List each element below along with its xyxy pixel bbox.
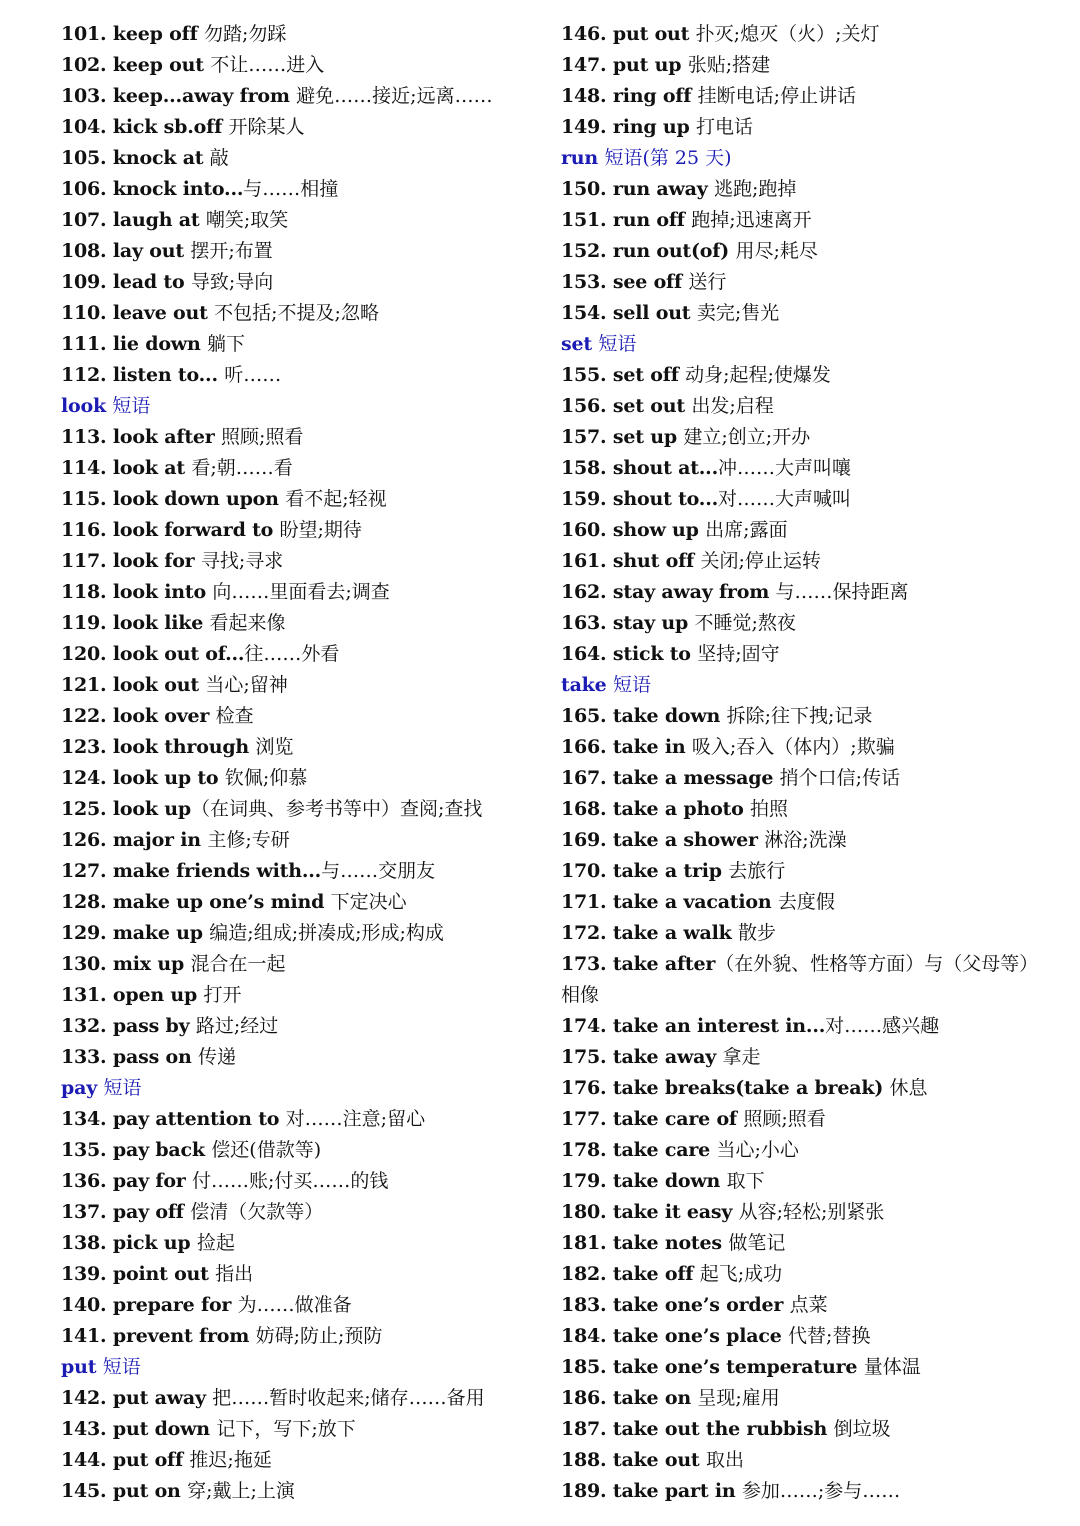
- phrase-chinese: 淋浴;洗澡: [764, 829, 847, 851]
- phrase-english: 186. take on: [561, 1387, 698, 1409]
- phrase-entry: [561, 484, 1066, 515]
- phrase-entry: [61, 546, 541, 577]
- phrase-entry: [561, 1166, 1066, 1197]
- phrase-chinese: 取下: [726, 1170, 765, 1192]
- phrase-chinese: 浏览: [255, 736, 294, 758]
- phrase-entry: [561, 639, 1066, 670]
- phrase-chinese: 照顾;照看: [221, 426, 304, 448]
- phrase-entry: [61, 1197, 541, 1228]
- phrase-chinese: 看;朝……看: [191, 457, 293, 479]
- section-heading-label: 短语: [598, 333, 637, 355]
- phrase-entry: [61, 1414, 541, 1445]
- phrase-chinese: 导致;导向: [190, 271, 274, 293]
- phrase-chinese: 照顾;照看: [743, 1108, 826, 1130]
- phrase-chinese: 出席;露面: [705, 519, 788, 541]
- phrase-entry: [561, 1352, 1066, 1383]
- phrase-english: 168. take a photo: [561, 798, 751, 820]
- phrase-entry: [561, 19, 1066, 50]
- phrase-chinese: 打电话: [695, 116, 753, 138]
- section-heading: [61, 1352, 541, 1383]
- phrase-english: 138. pick up: [61, 1232, 197, 1254]
- phrase-entry: [61, 887, 541, 918]
- phrase-entry: [561, 949, 1066, 980]
- phrase-chinese: 对……感兴趣: [825, 1015, 940, 1037]
- section-heading-label: 短语: [112, 395, 151, 417]
- phrase-entry: [561, 205, 1066, 236]
- phrase-chinese: 躺下: [206, 333, 245, 355]
- phrase-entry: [61, 267, 541, 298]
- phrase-english: 145. put on: [61, 1480, 188, 1502]
- phrase-english: 188. take out: [561, 1449, 706, 1471]
- phrase-english: 171. take a vacation: [561, 891, 778, 913]
- phrase-english: 122. look over: [61, 705, 216, 727]
- phrase-entry: [561, 577, 1066, 608]
- phrase-english: 163. stay up: [561, 612, 695, 634]
- phrase-english: 123. look through: [61, 736, 256, 758]
- phrase-entry: [61, 50, 541, 81]
- phrase-chinese: 参加……;参与……: [741, 1480, 901, 1502]
- phrase-english: 185. take one’s temperature: [561, 1356, 864, 1378]
- phrase-chinese: 妨碍;防止;预防: [255, 1325, 383, 1347]
- phrase-chinese: 冲……大声叫嚷: [718, 457, 852, 479]
- phrase-entry: [561, 298, 1066, 329]
- phrase-english: 117. look for: [61, 550, 201, 572]
- phrase-entry: [61, 1042, 541, 1073]
- phrase-entry: [61, 205, 541, 236]
- phrase-english: 149. ring up: [561, 116, 696, 138]
- phrase-english: 113. look after: [61, 426, 222, 448]
- phrase-english: 131. open up: [61, 984, 204, 1006]
- phrase-english: 166. take in: [561, 736, 692, 758]
- phrase-english: 137. pay off: [61, 1201, 191, 1223]
- phrase-entry: [61, 577, 541, 608]
- phrase-entry: [61, 1104, 541, 1135]
- section-heading: [561, 143, 1066, 174]
- phrase-entry: [561, 763, 1066, 794]
- phrase-chinese: 从容;轻松;别紧张: [738, 1201, 885, 1223]
- phrase-chinese: 看起来像: [209, 612, 286, 634]
- phrase-english: 180. take it easy: [561, 1201, 739, 1223]
- phrase-english: 107. laugh at: [61, 209, 206, 231]
- phrase-english: 135. pay back: [61, 1139, 212, 1161]
- phrase-chinese: 拆除;往下拽;记录: [726, 705, 873, 727]
- phrase-entry: [61, 825, 541, 856]
- phrase-entry: [61, 639, 541, 670]
- phrase-entry: [561, 1042, 1066, 1073]
- phrase-english: 108. lay out: [61, 240, 191, 262]
- phrase-entry: [561, 1476, 1066, 1507]
- phrase-chinese: 路过;经过: [195, 1015, 279, 1037]
- phrase-english: 114. look at: [61, 457, 192, 479]
- phrase-entry: [61, 329, 541, 360]
- phrase-entry: [561, 794, 1066, 825]
- phrase-entry: [61, 236, 541, 267]
- phrase-chinese: 与……相撞: [243, 178, 339, 200]
- phrase-chinese: 相像: [561, 984, 600, 1006]
- section-heading-word: look: [61, 395, 113, 417]
- section-heading-word: set: [561, 333, 599, 355]
- phrase-english: 132. pass by: [61, 1015, 196, 1037]
- phrase-english: 109. lead to: [61, 271, 191, 293]
- phrase-entry: [61, 856, 541, 887]
- phrase-chinese: （在外貌、性格等方面）与（父母等）: [715, 953, 1039, 975]
- phrase-chinese: 编造;组成;拼凑成;形成;构成: [209, 922, 444, 944]
- phrase-entry: [61, 143, 541, 174]
- phrase-english: 101. keep off: [61, 23, 204, 45]
- phrase-entry: [561, 112, 1066, 143]
- phrase-entry: [561, 918, 1066, 949]
- phrase-english: 104. kick sb.off: [61, 116, 229, 138]
- phrase-entry: [61, 298, 541, 329]
- section-heading-word: put: [61, 1356, 103, 1378]
- phrase-chinese: 坚持;固守: [697, 643, 780, 665]
- phrase-english: 126. major in: [61, 829, 208, 851]
- phrase-entry: [561, 422, 1066, 453]
- phrase-entry: [61, 794, 541, 825]
- phrase-english: 143. put down: [61, 1418, 217, 1440]
- phrase-chinese: 往……外看: [244, 643, 340, 665]
- phrase-english: 127. make friends with...: [61, 860, 322, 882]
- phrase-english: 181. take notes: [561, 1232, 729, 1254]
- phrase-english: 169. take a shower: [561, 829, 765, 851]
- phrase-entry: [561, 1197, 1066, 1228]
- phrase-entry: [61, 1321, 541, 1352]
- phrase-english: 119. look like: [61, 612, 210, 634]
- phrase-entry: [561, 732, 1066, 763]
- phrase-english: 157. set up: [561, 426, 684, 448]
- phrase-chinese: 看不起;轻视: [285, 488, 387, 510]
- phrase-chinese: 敲: [209, 147, 229, 169]
- phrase-entry: [61, 670, 541, 701]
- phrase-english: 125. look up: [61, 798, 191, 820]
- phrase-chinese: 跑掉;迅速离开: [691, 209, 812, 231]
- phrase-english: 141. prevent from: [61, 1325, 256, 1347]
- phrase-entry: [61, 1228, 541, 1259]
- phrase-english: 110. leave out: [61, 302, 215, 324]
- phrase-english: 187. take out the rubbish: [561, 1418, 834, 1440]
- phrase-english: 134. pay attention to: [61, 1108, 286, 1130]
- phrase-chinese: 付……账;付买……的钱: [192, 1170, 389, 1192]
- phrase-entry: [561, 1259, 1066, 1290]
- phrase-entry: [61, 360, 541, 391]
- phrase-chinese: 不让……进入: [210, 54, 325, 76]
- phrase-english: 184. take one’s place: [561, 1325, 789, 1347]
- phrase-english: 178. take care: [561, 1139, 717, 1161]
- phrase-chinese: 挂断电话;停止讲话: [697, 85, 857, 107]
- phrase-english: 161. shut off: [561, 550, 701, 572]
- section-heading-label: 短语: [102, 1356, 141, 1378]
- phrase-english: 105. knock at: [61, 147, 210, 169]
- phrase-chinese: 开除某人: [228, 116, 305, 138]
- phrase-entry: [561, 1104, 1066, 1135]
- phrase-english: 120. look out of...: [61, 643, 245, 665]
- section-heading-label: 短语(第 25 天): [604, 147, 732, 169]
- phrase-chinese: 量体温: [863, 1356, 921, 1378]
- phrase-entry: [61, 1259, 541, 1290]
- phrase-chinese: 点菜: [789, 1294, 828, 1316]
- phrase-entry: [561, 360, 1066, 391]
- phrase-chinese: 指出: [215, 1263, 254, 1285]
- phrase-chinese: 不包括;不提及;忽略: [214, 302, 379, 324]
- phrase-chinese: 当心;小心: [716, 1139, 799, 1161]
- phrase-chinese: 主修;专研: [207, 829, 290, 851]
- phrase-entry: [561, 1445, 1066, 1476]
- phrase-entry: [61, 949, 541, 980]
- phrase-chinese: 避免……接近;远离……: [296, 85, 493, 107]
- phrase-english: 144. put off: [61, 1449, 190, 1471]
- phrase-chinese: 吸入;吞入（体内）;欺骗: [691, 736, 895, 758]
- phrase-chinese: 张贴;搭建: [687, 54, 771, 76]
- phrase-english: 170. take a trip: [561, 860, 729, 882]
- phrase-chinese: 下定决心: [330, 891, 407, 913]
- phrase-entry: [61, 81, 541, 112]
- phrase-english: 151. run off: [561, 209, 692, 231]
- phrase-english: 106. knock into...: [61, 178, 244, 200]
- phrase-english: 121. look out: [61, 674, 206, 696]
- phrase-english: 118. look into: [61, 581, 213, 603]
- phrase-english: 173. take after: [561, 953, 716, 975]
- phrase-chinese: 去度假: [777, 891, 835, 913]
- phrase-english: 179. take down: [561, 1170, 727, 1192]
- phrase-chinese: 休息: [889, 1077, 928, 1099]
- phrase-entry: [61, 1476, 541, 1507]
- phrase-entry: [561, 887, 1066, 918]
- section-heading-label: 短语: [103, 1077, 142, 1099]
- phrase-entry: [561, 1290, 1066, 1321]
- phrase-english: 183. take one’s order: [561, 1294, 790, 1316]
- phrase-english: 182. take off: [561, 1263, 700, 1285]
- phrase-chinese: 传递: [198, 1046, 237, 1068]
- phrase-chinese: 打开: [203, 984, 242, 1006]
- phrase-chinese: 卖完;售光: [696, 302, 780, 324]
- phrase-chinese: 捡起: [196, 1232, 235, 1254]
- phrase-entry: [561, 50, 1066, 81]
- phrase-english: 162. stay away from: [561, 581, 776, 603]
- phrase-english: 115. look down upon: [61, 488, 286, 510]
- phrase-chinese: 扑灭;熄灭（火）;关灯: [695, 23, 880, 45]
- phrase-chinese: 嘲笑;取笑: [205, 209, 289, 231]
- section-heading-word: pay: [61, 1077, 104, 1099]
- phrase-chinese: 偿清（欠款等）: [190, 1201, 324, 1223]
- phrase-english: 146. put out: [561, 23, 696, 45]
- phrase-chinese: 寻找;寻求: [200, 550, 284, 572]
- phrase-english: 150. run away: [561, 178, 714, 200]
- phrase-chinese: 勿踏;勿踩: [203, 23, 287, 45]
- section-heading: [61, 1073, 541, 1104]
- phrase-entry: [61, 608, 541, 639]
- phrase-chinese: 检查: [215, 705, 254, 727]
- phrase-entry: [561, 1383, 1066, 1414]
- phrase-chinese: 摆开;布置: [190, 240, 273, 262]
- phrase-chinese: 与……保持距离: [775, 581, 909, 603]
- phrase-entry: [561, 546, 1066, 577]
- phrase-chinese: 做笔记: [728, 1232, 786, 1254]
- phrase-entry: [561, 267, 1066, 298]
- phrase-entry: [561, 701, 1066, 732]
- phrase-english: 154. sell out: [561, 302, 697, 324]
- phrase-entry: [61, 1135, 541, 1166]
- phrase-entry: [561, 174, 1066, 205]
- phrase-chinese: 记下，写下;放下: [216, 1418, 356, 1440]
- phrase-english: 103. keep...away from: [61, 85, 297, 107]
- phrase-english: 156. set out: [561, 395, 692, 417]
- phrase-entry: [561, 1228, 1066, 1259]
- phrase-entry: [61, 1011, 541, 1042]
- phrase-english: 116. look forward to: [61, 519, 280, 541]
- phrase-english: 140. prepare for: [61, 1294, 238, 1316]
- phrase-entry: [561, 608, 1066, 639]
- section-heading-word: run: [561, 147, 605, 169]
- phrase-entry: [561, 856, 1066, 887]
- section-heading: [561, 670, 1066, 701]
- phrase-chinese: 盼望;期待: [279, 519, 362, 541]
- phrase-english: 175. take away: [561, 1046, 723, 1068]
- phrase-chinese: 送行: [688, 271, 727, 293]
- phrase-english: 165. take down: [561, 705, 727, 727]
- phrase-chinese: 起飞;成功: [699, 1263, 783, 1285]
- phrase-chinese: 混合在一起: [190, 953, 286, 975]
- phrase-entry: [561, 515, 1066, 546]
- phrase-entry: [561, 1011, 1066, 1042]
- phrase-english: 159. shout to...: [561, 488, 719, 510]
- phrase-english: 155. set off: [561, 364, 686, 386]
- phrase-chinese: 捎个口信;传话: [779, 767, 901, 789]
- phrase-chinese: 散步: [738, 922, 777, 944]
- phrase-english: 136. pay for: [61, 1170, 193, 1192]
- phrase-entry: [561, 81, 1066, 112]
- phrase-entry: [61, 918, 541, 949]
- phrase-english: 153. see off: [561, 271, 689, 293]
- phrase-entry: [61, 422, 541, 453]
- section-heading: [561, 329, 1066, 360]
- phrase-english: 148. ring off: [561, 85, 698, 107]
- phrase-entry: [61, 1445, 541, 1476]
- phrase-entry: [561, 1321, 1066, 1352]
- phrase-chinese: 穿;戴上;上演: [187, 1480, 295, 1502]
- section-heading-label: 短语: [612, 674, 651, 696]
- phrase-chinese: 建立;创立;开办: [683, 426, 811, 448]
- phrase-chinese: 为……做准备: [237, 1294, 352, 1316]
- phrase-chinese: 钦佩;仰慕: [224, 767, 308, 789]
- phrase-english: 111. lie down: [61, 333, 207, 355]
- right-column: [561, 19, 1066, 1507]
- phrase-english: 158. shout at...: [561, 457, 719, 479]
- phrase-english: 172. take a walk: [561, 922, 739, 944]
- phrase-english: 164. stick to: [561, 643, 698, 665]
- phrase-chinese: 去旅行: [728, 860, 786, 882]
- phrase-english: 142. put away: [61, 1387, 213, 1409]
- phrase-chinese: 代替;替换: [788, 1325, 871, 1347]
- phrase-english: 130. mix up: [61, 953, 191, 975]
- left-column: [61, 19, 541, 1507]
- phrase-chinese: 当心;留神: [205, 674, 288, 696]
- phrase-chinese: （在词典、参考书等中）查阅;查找: [190, 798, 483, 820]
- phrase-entry: [61, 980, 541, 1011]
- phrase-chinese: 把……暂时收起来;储存……备用: [212, 1387, 485, 1409]
- phrase-english: 174. take an interest in...: [561, 1015, 826, 1037]
- phrase-entry: [61, 763, 541, 794]
- phrase-entry: [561, 825, 1066, 856]
- phrase-english: 133. pass on: [61, 1046, 198, 1068]
- phrase-english: 124. look up to: [61, 767, 225, 789]
- phrase-chinese: 拿走: [722, 1046, 761, 1068]
- phrase-chinese: 对……注意;留心: [285, 1108, 426, 1130]
- phrase-chinese: 逃跑;跑掉: [713, 178, 797, 200]
- phrase-english: 177. take care of: [561, 1108, 744, 1130]
- phrase-english: 128. make up one’s mind: [61, 891, 331, 913]
- phrase-entry: [561, 980, 1066, 1011]
- phrase-chinese: 用尽;耗尽: [735, 240, 818, 262]
- phrase-entry: [61, 174, 541, 205]
- phrase-chinese: 倒垃圾: [833, 1418, 891, 1440]
- section-heading-word: take: [561, 674, 613, 696]
- phrase-entry: [561, 1135, 1066, 1166]
- phrase-entry: [61, 515, 541, 546]
- section-heading: [61, 391, 541, 422]
- phrase-english: 147. put up: [561, 54, 688, 76]
- phrase-entry: [561, 1073, 1066, 1104]
- phrase-chinese: 出发;启程: [691, 395, 774, 417]
- phrase-chinese: 关闭;停止运转: [700, 550, 821, 572]
- phrase-chinese: 拍照: [750, 798, 789, 820]
- phrase-entry: [561, 1414, 1066, 1445]
- phrase-chinese: 动身;起程;使爆发: [685, 364, 831, 386]
- phrase-english: 160. show up: [561, 519, 706, 541]
- phrase-chinese: 偿还(借款等): [211, 1139, 322, 1161]
- phrase-english: 129. make up: [61, 922, 210, 944]
- phrase-english: 112. listen to...: [61, 364, 225, 386]
- phrase-chinese: 呈现;雇用: [697, 1387, 780, 1409]
- phrase-entry: [61, 484, 541, 515]
- phrase-entry: [61, 112, 541, 143]
- phrase-english: 139. point out: [61, 1263, 216, 1285]
- phrase-chinese: 不睡觉;熬夜: [694, 612, 796, 634]
- phrase-chinese: 与……交朋友: [321, 860, 436, 882]
- phrase-english: 189. take part in: [561, 1480, 742, 1502]
- phrase-entry: [61, 1383, 541, 1414]
- phrase-chinese: 对……大声喊叫: [718, 488, 852, 510]
- phrase-entry: [561, 391, 1066, 422]
- phrase-english: 176. take breaks(take a break): [561, 1077, 890, 1099]
- phrase-english: 102. keep out: [61, 54, 211, 76]
- phrase-chinese: 取出: [705, 1449, 744, 1471]
- phrase-entry: [61, 453, 541, 484]
- phrase-entry: [61, 1166, 541, 1197]
- phrase-entry: [61, 1290, 541, 1321]
- phrase-english: 152. run out(of): [561, 240, 736, 262]
- phrase-entry: [61, 701, 541, 732]
- phrase-chinese: 听……: [224, 364, 282, 386]
- phrase-chinese: 推迟;拖延: [189, 1449, 272, 1471]
- phrase-english: 167. take a message: [561, 767, 780, 789]
- phrase-entry: [561, 236, 1066, 267]
- phrase-chinese: 向……里面看去;调查: [212, 581, 390, 603]
- phrase-entry: [561, 453, 1066, 484]
- phrase-entry: [61, 732, 541, 763]
- phrase-entry: [61, 19, 541, 50]
